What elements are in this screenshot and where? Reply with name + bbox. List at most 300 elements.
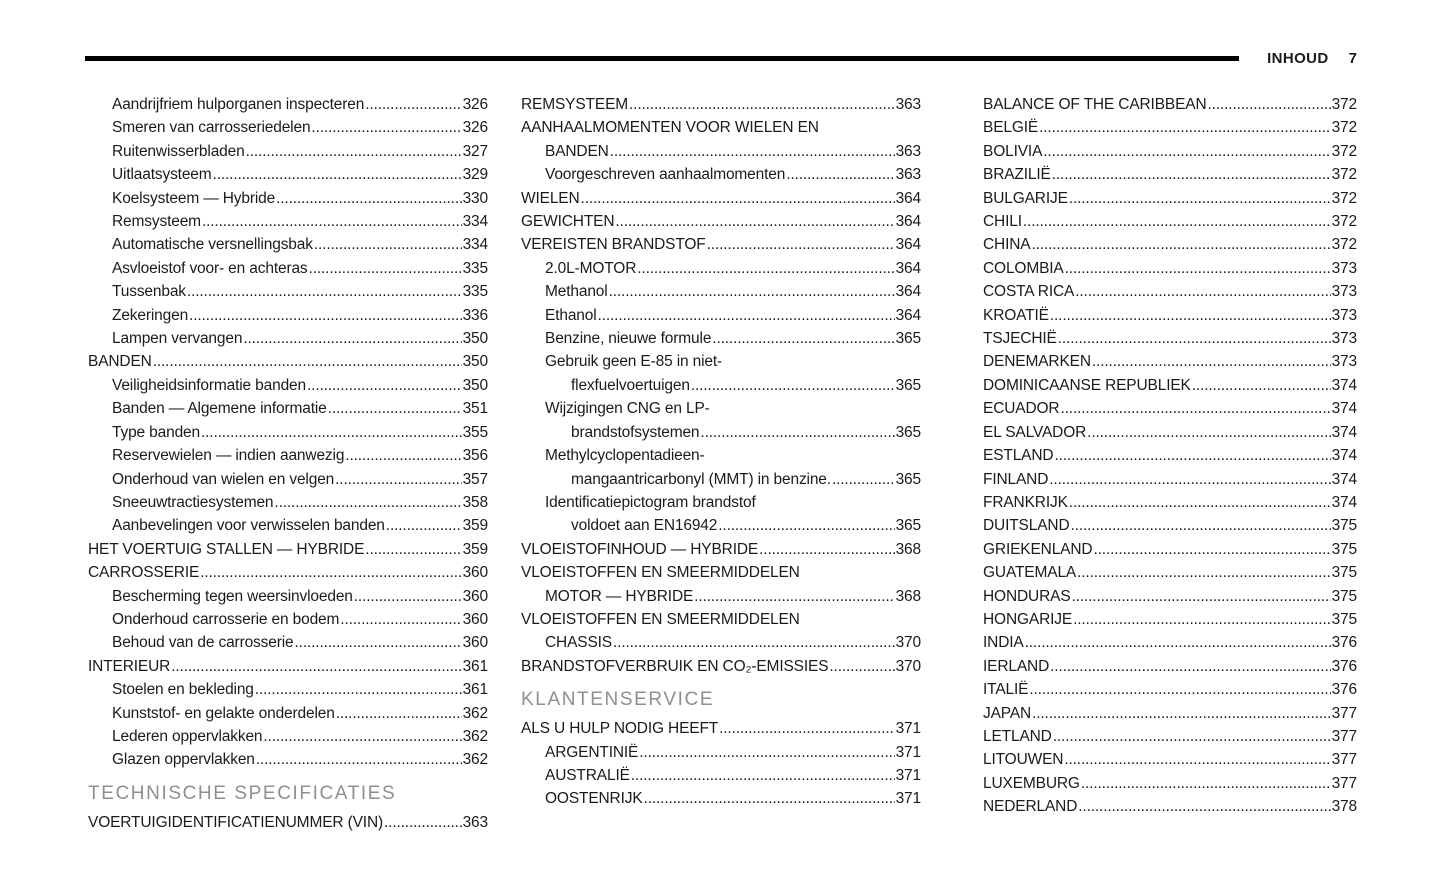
- toc-entry-label: WIELEN: [521, 189, 580, 207]
- toc-entry-page: 375: [1331, 540, 1357, 558]
- toc-entry-label: VOERTUIGIDENTIFICATIENUMMER (VIN): [88, 813, 384, 831]
- toc-entry-label: TSJECHIË: [983, 330, 1057, 348]
- toc-entry-label: BOLIVIA: [983, 142, 1043, 160]
- dot-leader: [1053, 725, 1331, 748]
- toc-entry-label: 2.0L-MOTOR: [545, 259, 637, 277]
- toc-entry-label: JAPAN: [983, 704, 1032, 722]
- toc-entry: [983, 140, 1357, 163]
- toc-entry-label: Onderhoud carrosserie en bodem: [112, 610, 340, 628]
- toc-entry-page: 375: [1331, 610, 1357, 628]
- toc-entry-label: Methanol: [545, 283, 608, 301]
- toc-entry-page: 350: [462, 353, 488, 371]
- toc-entry: [88, 538, 488, 561]
- toc-entry-page: 359: [462, 517, 488, 535]
- toc-entry-page: 336: [462, 306, 488, 324]
- toc-entry-page: 362: [462, 704, 488, 722]
- toc-entry-page: 365: [895, 423, 921, 441]
- toc-entry-page: 334: [462, 236, 488, 254]
- dot-leader: [610, 140, 895, 163]
- toc-entry-page: 326: [462, 119, 488, 137]
- toc-entry-label: DOMINICAANSE REPUBLIEK: [983, 376, 1191, 394]
- toc-entry: [521, 491, 921, 514]
- toc-entry-label: Benzine, nieuwe formule: [545, 330, 712, 348]
- dot-leader: [609, 280, 895, 303]
- toc-entry-label: Bescherming tegen weersinvloeden: [112, 587, 353, 605]
- toc-entry-page: 372: [1331, 142, 1357, 160]
- toc-entry-page: 368: [895, 540, 921, 558]
- toc-entry: [983, 795, 1357, 818]
- toc-entry: [88, 163, 488, 186]
- toc-entry: [983, 116, 1357, 139]
- header-title: INHOUD: [1267, 50, 1329, 67]
- toc-entry-page: 363: [895, 166, 921, 184]
- toc-entry-label: Veiligheidsinformatie banden: [112, 376, 306, 394]
- toc-entry: [521, 717, 921, 740]
- toc-entry-label: Zekeringen: [112, 306, 189, 324]
- toc-entry-page: 355: [462, 423, 488, 441]
- toc-entry-page: 377: [1331, 704, 1357, 722]
- dot-leader: [1073, 608, 1331, 631]
- toc-entry-page: 368: [895, 587, 921, 605]
- toc-entry-label: COLOMBIA: [983, 259, 1064, 277]
- toc-entry-page: 335: [462, 283, 488, 301]
- toc-entry: [88, 304, 488, 327]
- dot-leader: [295, 631, 462, 654]
- toc-entry: [983, 233, 1357, 256]
- toc-entry-label: voldoet aan EN16942: [571, 517, 718, 535]
- toc-entry: [88, 444, 488, 467]
- toc-entry: [983, 491, 1357, 514]
- toc-entry-page: 375: [1331, 517, 1357, 535]
- toc-entry: [983, 421, 1357, 444]
- toc-entry-label: brandstofsystemen: [571, 423, 700, 441]
- dot-leader: [598, 304, 895, 327]
- toc-entry-label: Stoelen en bekleding: [112, 681, 254, 699]
- dot-leader: [719, 717, 894, 740]
- toc-entry-label: Lederen oppervlakken: [112, 727, 263, 745]
- toc-entry-page: 364: [895, 236, 921, 254]
- toc-entry-page: 350: [462, 376, 488, 394]
- toc-entry: [521, 233, 921, 256]
- toc-entry-page: 371: [895, 720, 921, 738]
- toc-entry-page: 371: [895, 766, 921, 784]
- dot-leader: [263, 725, 461, 748]
- toc-entry-label: AANHAALMOMENTEN VOOR WIELEN EN: [521, 119, 819, 137]
- dot-leader: [153, 350, 462, 373]
- section-heading: KLANTENSERVICE: [521, 689, 715, 711]
- toc-entry: [88, 210, 488, 233]
- toc-entry-page: 327: [462, 142, 488, 160]
- toc-entry-label: Wijzigingen CNG en LP-: [545, 400, 710, 418]
- toc-entry-label: DUITSLAND: [983, 517, 1070, 535]
- toc-entry-page: 377: [1331, 751, 1357, 769]
- toc-entry: [983, 772, 1357, 795]
- dot-leader: [365, 538, 461, 561]
- toc-entry-label: Voorgeschreven aanhaalmomenten: [545, 166, 786, 184]
- toc-entry-page: 372: [1331, 96, 1357, 113]
- toc-entry-page: 370: [895, 634, 921, 652]
- toc-entry-page: 372: [1331, 166, 1357, 184]
- toc-entry-page: 372: [1331, 213, 1357, 231]
- dot-leader: [637, 257, 894, 280]
- toc-entry-label: CHILI: [983, 213, 1022, 231]
- dot-leader: [644, 787, 895, 810]
- toc-entry-page: 374: [1331, 376, 1357, 394]
- toc-entry-label: BRANDSTOFVERBRUIK EN CO₂-EMISSIES: [521, 657, 829, 675]
- toc-entry: [521, 280, 921, 303]
- dot-leader: [1029, 678, 1330, 701]
- toc-entry-label: CHINA: [983, 236, 1031, 254]
- dot-leader: [1032, 702, 1331, 725]
- toc-entry-label: BELGIË: [983, 119, 1039, 137]
- toc-entry-label: Remsysteem: [112, 213, 201, 231]
- toc-entry: [983, 163, 1357, 186]
- toc-entry: [983, 374, 1357, 397]
- dot-leader: [354, 585, 462, 608]
- toc-entry: [521, 631, 921, 654]
- toc-entry: [521, 764, 921, 787]
- dot-leader: [581, 187, 895, 210]
- toc-entry: [983, 350, 1357, 373]
- dot-leader: [256, 748, 462, 771]
- dot-leader: [1093, 538, 1330, 561]
- toc-entry: [521, 538, 921, 561]
- dot-leader: [1208, 93, 1331, 116]
- dot-leader: [187, 280, 462, 303]
- toc-entry: [983, 327, 1357, 350]
- toc-entry-label: COSTA RICA: [983, 283, 1075, 301]
- toc-entry: [88, 233, 488, 256]
- toc-entry-page: 326: [462, 96, 488, 113]
- dot-leader: [1192, 374, 1331, 397]
- toc-column-2: [521, 93, 921, 834]
- toc-entry-page: 372: [1331, 236, 1357, 254]
- dot-leader: [202, 210, 462, 233]
- toc-entry-page: 376: [1331, 634, 1357, 652]
- dot-leader: [189, 304, 462, 327]
- toc-entry: [88, 725, 488, 748]
- toc-entry: [88, 93, 488, 116]
- dot-leader: [615, 210, 894, 233]
- toc-entry: [983, 655, 1357, 678]
- toc-entry: [88, 116, 488, 139]
- toc-entry: [983, 444, 1357, 467]
- toc-entry-label: Reservewielen — indien aanwezig: [112, 447, 345, 465]
- dot-leader: [613, 631, 895, 654]
- toc-entry: [521, 327, 921, 350]
- dot-leader: [1072, 585, 1331, 608]
- toc-entry: [88, 561, 488, 584]
- toc-entry-label: mangaantricarbonyl (MMT) in benzine.: [571, 470, 831, 488]
- toc-entry-page: 373: [1331, 306, 1357, 324]
- toc-entry-page: 376: [1331, 681, 1357, 699]
- toc-entry: [88, 678, 488, 701]
- toc-entry: [983, 608, 1357, 631]
- toc-entry-label: Aanbevelingen voor verwisselen banden: [112, 517, 385, 535]
- toc-entry-label: BANDEN: [545, 142, 609, 160]
- toc-entry-label: Glazen oppervlakken: [112, 751, 255, 769]
- toc-entry: [521, 444, 921, 467]
- toc-entry-label: Automatische versnellingsbak: [112, 236, 313, 254]
- toc-entry-page: 376: [1331, 657, 1357, 675]
- toc-entry: [88, 514, 488, 537]
- toc-entry-page: 362: [462, 727, 488, 745]
- toc-entry: [983, 187, 1357, 210]
- dot-leader: [345, 444, 461, 467]
- toc-entry-page: 374: [1331, 447, 1357, 465]
- toc-entry: [88, 140, 488, 163]
- toc-entry: [88, 608, 488, 631]
- toc-entry: [983, 514, 1357, 537]
- toc-entry-label: Type banden: [112, 423, 200, 441]
- toc-entry: [983, 468, 1357, 491]
- toc-entry-label: OOSTENRIJK: [545, 790, 643, 808]
- toc-entry-label: ECUADOR: [983, 400, 1060, 418]
- dot-leader: [243, 327, 461, 350]
- toc-entry: [88, 187, 488, 210]
- dot-leader: [1075, 280, 1330, 303]
- toc-entry: [983, 257, 1357, 280]
- dot-leader: [200, 561, 461, 584]
- dot-leader: [700, 421, 894, 444]
- toc-entry-page: 372: [1331, 119, 1357, 137]
- toc-entry-label: IERLAND: [983, 657, 1050, 675]
- dot-leader: [1081, 772, 1331, 795]
- toc-entry: [88, 397, 488, 420]
- toc-entry-label: INDIA: [983, 634, 1024, 652]
- header-rule: [85, 56, 1239, 61]
- toc-entry-page: 370: [895, 657, 921, 675]
- toc-entry-label: INTERIEUR: [88, 657, 171, 675]
- dot-leader: [759, 538, 894, 561]
- toc-entry: [983, 725, 1357, 748]
- dot-leader: [1069, 187, 1331, 210]
- toc-entry: [88, 748, 488, 771]
- toc-entry: [521, 163, 921, 186]
- toc-entry-label: CHASSIS: [545, 634, 612, 652]
- dot-leader: [314, 233, 462, 256]
- toc-entry-label: Asvloeistof voor- en achteras: [112, 259, 308, 277]
- dot-leader: [1071, 514, 1331, 537]
- dot-leader: [1025, 631, 1331, 654]
- dot-leader: [1058, 327, 1331, 350]
- toc-entry-label: BULGARIJE: [983, 189, 1068, 207]
- toc-entry: [983, 538, 1357, 561]
- toc-column-1: [88, 93, 488, 834]
- dot-leader: [384, 811, 462, 834]
- dot-leader: [1043, 140, 1330, 163]
- toc-entry-label: ARGENTINIË: [545, 743, 639, 761]
- toc-entry-page: 375: [1331, 564, 1357, 582]
- toc-entry: [521, 350, 921, 373]
- dot-leader: [1064, 748, 1330, 771]
- toc-entry: [521, 304, 921, 327]
- toc-entry: [521, 468, 921, 491]
- toc-entry-label: Identificatiepictogram brandstof: [545, 493, 756, 511]
- toc-entry: [983, 93, 1357, 116]
- toc-entry-page: 364: [895, 283, 921, 301]
- dot-leader: [255, 678, 462, 701]
- toc-entry-page: 365: [895, 376, 921, 394]
- toc-entry-page: 364: [895, 259, 921, 277]
- dot-leader: [328, 397, 462, 420]
- dot-leader: [340, 608, 461, 631]
- toc-entry: [88, 374, 488, 397]
- toc-entry-label: BRAZILIË: [983, 166, 1051, 184]
- toc-entry: [983, 397, 1357, 420]
- toc-entry: [521, 787, 921, 810]
- toc-entry-page: 371: [895, 790, 921, 808]
- toc-entry-label: Methylcyclopentadieen-: [545, 447, 705, 465]
- toc-entry: [983, 631, 1357, 654]
- toc-entry-page: 334: [462, 213, 488, 231]
- toc-entry: [983, 585, 1357, 608]
- toc-entry: [88, 491, 488, 514]
- toc-entry-page: 374: [1331, 423, 1357, 441]
- dot-leader: [309, 257, 462, 280]
- toc-entry: [521, 140, 921, 163]
- dot-leader: [201, 421, 462, 444]
- toc-entry-label: CARROSSERIE: [88, 564, 200, 582]
- toc-entry-page: 365: [895, 470, 921, 488]
- toc-entry: [521, 397, 921, 420]
- dot-leader: [1077, 561, 1330, 584]
- toc-entry-label: HONDURAS: [983, 587, 1071, 605]
- toc-entry-label: FINLAND: [983, 470, 1049, 488]
- toc-entry-label: HONGARIJE: [983, 610, 1073, 628]
- toc-entry-page: 363: [895, 96, 921, 113]
- toc-entry-label: BALANCE OF THE CARIBBEAN: [983, 96, 1207, 113]
- toc-entry: [88, 421, 488, 444]
- toc-entry-page: 374: [1331, 400, 1357, 418]
- dot-leader: [171, 655, 461, 678]
- toc-entry-label: Tussenbak: [112, 283, 186, 301]
- toc-entry: [521, 741, 921, 764]
- toc-entry-label: BANDEN: [88, 353, 152, 371]
- toc-entry: [88, 257, 488, 280]
- dot-leader: [1031, 233, 1330, 256]
- toc-entry-page: 357: [462, 470, 488, 488]
- toc-entry-label: ITALIË: [983, 681, 1029, 699]
- toc-entry: [521, 561, 921, 584]
- toc-entry: [88, 655, 488, 678]
- toc-entry-label: FRANKRIJK: [983, 493, 1068, 511]
- dot-leader: [631, 764, 895, 787]
- toc-entry-label: Behoud van de carrosserie: [112, 634, 294, 652]
- toc-entry: [88, 280, 488, 303]
- dot-leader: [1049, 468, 1330, 491]
- toc-entry-label: VLOEISTOFFEN EN SMEERMIDDELEN: [521, 564, 800, 582]
- toc-entry-label: EL SALVADOR: [983, 423, 1087, 441]
- toc-entry: [521, 655, 921, 678]
- toc-entry-label: ALS U HULP NODIG HEEFT: [521, 720, 719, 738]
- toc-entry: [521, 257, 921, 280]
- dot-leader: [712, 327, 894, 350]
- toc-entry-page: 360: [462, 587, 488, 605]
- toc-entry-page: 364: [895, 213, 921, 231]
- dot-leader: [276, 187, 461, 210]
- toc-entry: [983, 304, 1357, 327]
- dot-leader: [307, 374, 462, 397]
- toc-entry-label: GRIEKENLAND: [983, 540, 1093, 558]
- dot-leader: [1054, 444, 1330, 467]
- toc-entry: [521, 187, 921, 210]
- toc-entry: [521, 116, 921, 139]
- toc-entry-page: 329: [462, 166, 488, 184]
- toc-entry-page: 364: [895, 306, 921, 324]
- toc-column-3: [983, 93, 1357, 834]
- toc-entry-label: ESTLAND: [983, 447, 1054, 465]
- toc-entry-label: Smeren van carrosseriedelen: [112, 119, 311, 137]
- toc-entry-page: 351: [462, 400, 488, 418]
- toc-entry-label: Koelsysteem — Hybride: [112, 189, 276, 207]
- dot-leader: [639, 741, 894, 764]
- toc-entry-label: flexfuelvoertuigen: [571, 376, 690, 394]
- toc-entry-page: 373: [1331, 283, 1357, 301]
- toc-entry-page: 358: [462, 493, 488, 511]
- toc-entry-page: 374: [1331, 493, 1357, 511]
- toc-entry-page: 350: [462, 330, 488, 348]
- toc-entry: [521, 374, 921, 397]
- dot-leader: [274, 491, 461, 514]
- dot-leader: [629, 93, 895, 116]
- toc-entry-page: 371: [895, 743, 921, 761]
- toc-entry-page: 363: [462, 813, 488, 831]
- toc-entry-label: Ethanol: [545, 306, 597, 324]
- dot-leader: [707, 233, 895, 256]
- dot-leader: [1050, 304, 1331, 327]
- toc-entry-page: 362: [462, 751, 488, 769]
- toc-entry-page: 330: [462, 189, 488, 207]
- dot-leader: [246, 140, 462, 163]
- toc-entry-label: NEDERLAND: [983, 798, 1078, 816]
- toc-entry-page: 374: [1331, 470, 1357, 488]
- toc-entry: [88, 811, 488, 834]
- dot-leader: [1065, 257, 1331, 280]
- toc-entry-label: VLOEISTOFINHOUD — HYBRIDE: [521, 540, 759, 558]
- dot-leader: [786, 163, 894, 186]
- toc-entry-label: GUATEMALA: [983, 564, 1077, 582]
- toc-entry-page: 335: [462, 259, 488, 277]
- toc-entry-page: 377: [1331, 774, 1357, 792]
- toc-entry: [521, 421, 921, 444]
- toc-entry-page: 361: [462, 681, 488, 699]
- toc-entry: [88, 327, 488, 350]
- toc-entry: [88, 468, 488, 491]
- toc-entry-label: AUSTRALIË: [545, 766, 630, 784]
- toc-entry-label: LETLAND: [983, 727, 1052, 745]
- toc-entry-page: 359: [462, 540, 488, 558]
- toc-entry: [88, 702, 488, 725]
- page-header: [0, 0, 1445, 67]
- dot-leader: [1050, 655, 1330, 678]
- dot-leader: [829, 655, 894, 678]
- toc-entry-page: 378: [1331, 798, 1357, 816]
- toc-entry: [983, 678, 1357, 701]
- dot-leader: [365, 93, 461, 116]
- toc-entry-label: VEREISTEN BRANDSTOF: [521, 236, 706, 254]
- toc-entry-page: 361: [462, 657, 488, 675]
- dot-leader: [1092, 350, 1331, 373]
- dot-leader: [1039, 116, 1330, 139]
- dot-leader: [386, 514, 462, 537]
- toc-entry-label: HET VOERTUIG STALLEN — HYBRIDE: [88, 540, 365, 558]
- dot-leader: [1023, 210, 1331, 233]
- dot-leader: [336, 702, 462, 725]
- toc-entry-label: Onderhoud van wielen en velgen: [112, 470, 335, 488]
- toc-entry: [521, 93, 921, 116]
- toc-entry-page: 373: [1331, 330, 1357, 348]
